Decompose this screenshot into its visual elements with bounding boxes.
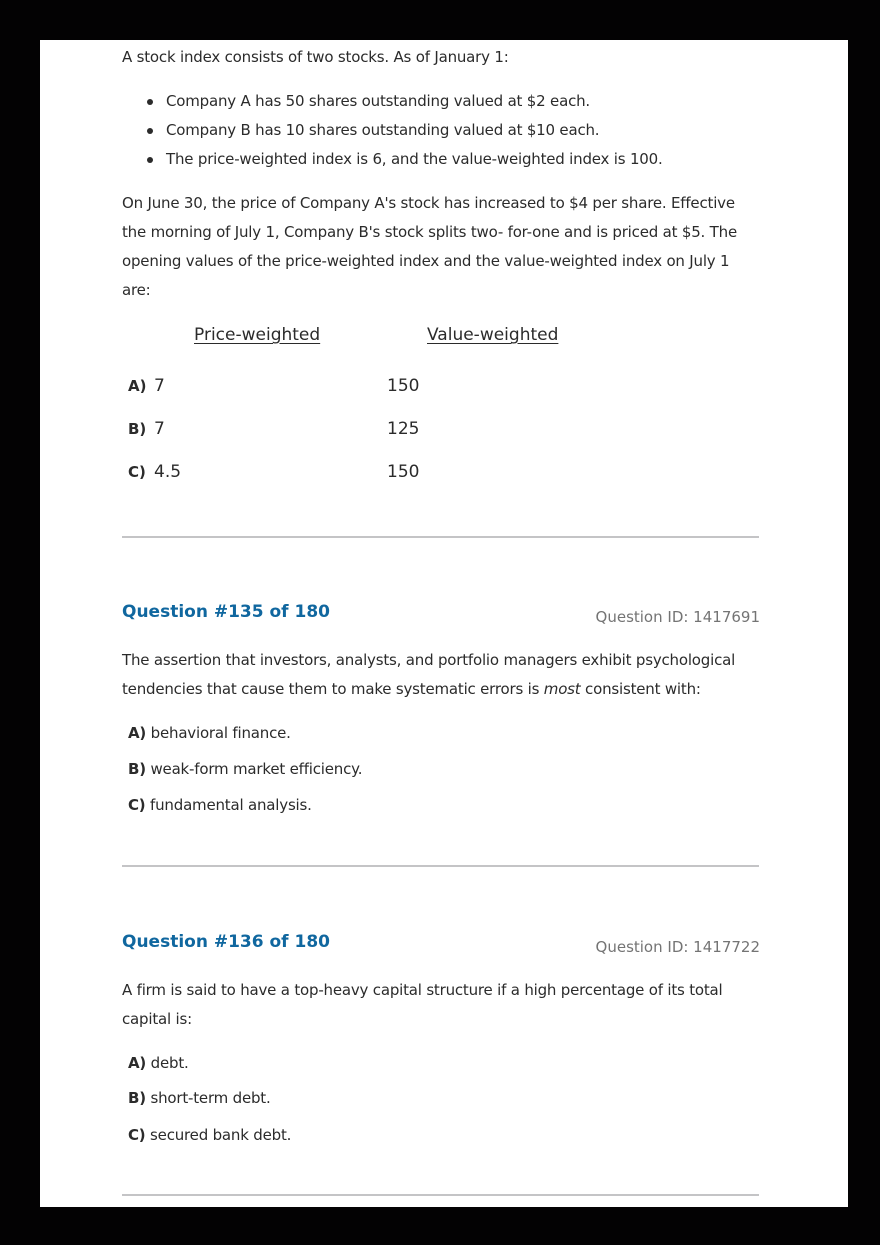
answer-option-c[interactable]	[128, 795, 312, 815]
document-page	[40, 40, 848, 1207]
list-item-text: Company B has 10 shares outstanding valued at $10 each.	[166, 121, 600, 139]
value-weighted-value: 125	[387, 419, 420, 439]
option-label: A)	[128, 724, 147, 742]
answer-option-c[interactable]	[128, 462, 420, 486]
question-intro: A stock index consists of two stocks. As of January 1:	[122, 48, 509, 66]
answer-option-b[interactable]	[128, 419, 420, 443]
question-id: Question ID: 1417722	[595, 938, 760, 956]
list-item-text: Company A has 50 shares outstanding valued at $2 each.	[166, 92, 591, 110]
answer-option-a[interactable]	[128, 723, 291, 743]
option-text: secured bank debt.	[150, 1126, 292, 1144]
list-item-text: The price-weighted index is 6, and the value-weighted index is 100.	[166, 150, 663, 168]
list-item	[122, 87, 663, 116]
option-label: A)	[128, 1054, 147, 1072]
price-weighted-value: 7	[154, 376, 165, 396]
question-title: Question #136 of 180	[122, 932, 330, 952]
list-item	[122, 145, 663, 174]
option-label: B)	[128, 760, 146, 778]
option-label: A)	[128, 377, 147, 395]
answer-option-a[interactable]	[128, 1053, 189, 1073]
question-stem	[122, 646, 759, 704]
answer-option-b[interactable]	[128, 1088, 271, 1108]
section-divider	[122, 865, 759, 867]
section-divider	[122, 1194, 759, 1196]
stem-text: consistent with:	[580, 680, 701, 698]
option-text: weak-form market efficiency.	[150, 760, 363, 778]
given-facts-list	[122, 87, 663, 174]
question-title: Question #135 of 180	[122, 602, 330, 622]
bullet-icon	[147, 128, 153, 134]
answer-option-b[interactable]	[128, 759, 362, 779]
option-label: B)	[128, 1089, 146, 1107]
column-header-price-weighted: Price-weighted	[194, 325, 321, 345]
stem-emphasis: most	[543, 680, 581, 698]
answer-option-c[interactable]	[128, 1125, 291, 1145]
section-divider	[122, 536, 759, 538]
question-stem: A firm is said to have a top-heavy capital structure if a high percentage of its total capital is:	[122, 981, 723, 1028]
stem-text: The assertion that investors, analysts, and portfolio managers exhibit psychological tendencies that cause them to make systematic errors is	[122, 651, 736, 698]
option-text: fundamental analysis.	[150, 796, 312, 814]
bullet-icon	[147, 157, 153, 163]
price-weighted-value: 4.5	[154, 462, 182, 482]
question-stem: On June 30, the price of Company A's stock has increased to $4 per share. Effective the morning of July 1, Company B's stock splits two- for-one and is priced at $5. The opening values of the price-weighted index and the value-weighted index on July 1 are:	[122, 194, 737, 299]
price-weighted-value: 7	[154, 419, 165, 439]
value-weighted-value: 150	[387, 462, 420, 482]
answer-option-a[interactable]	[128, 376, 420, 400]
value-weighted-value: 150	[387, 376, 420, 396]
option-label: C)	[128, 796, 146, 814]
option-label: B)	[128, 420, 147, 438]
list-item	[122, 116, 663, 145]
option-text: debt.	[150, 1054, 189, 1072]
column-header-value-weighted: Value-weighted	[427, 325, 559, 345]
bullet-icon	[147, 99, 153, 105]
option-label: C)	[128, 463, 146, 481]
option-text: behavioral finance.	[150, 724, 291, 742]
question-id: Question ID: 1417691	[595, 608, 760, 626]
option-label: C)	[128, 1126, 146, 1144]
option-text: short-term debt.	[150, 1089, 271, 1107]
